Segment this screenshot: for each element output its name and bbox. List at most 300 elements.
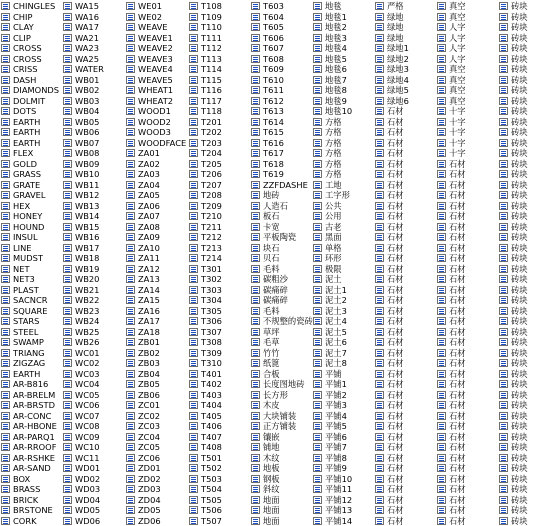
- file-item[interactable]: [436, 232, 497, 243]
- file-item[interactable]: [250, 390, 311, 401]
- file-item[interactable]: [188, 474, 249, 485]
- file-item[interactable]: [436, 127, 497, 138]
- file-item[interactable]: [436, 264, 497, 275]
- file-item[interactable]: [498, 1, 560, 12]
- file-item[interactable]: [188, 96, 249, 107]
- file-item[interactable]: [125, 411, 187, 422]
- file-item[interactable]: [62, 442, 124, 453]
- file-item[interactable]: [62, 400, 124, 411]
- file-item[interactable]: [0, 75, 61, 86]
- file-item[interactable]: [188, 43, 249, 54]
- file-item[interactable]: [374, 190, 435, 201]
- file-item[interactable]: [312, 453, 373, 464]
- file-item[interactable]: [436, 159, 497, 170]
- file-item[interactable]: [0, 421, 61, 432]
- file-item[interactable]: [188, 516, 249, 526]
- file-item[interactable]: [498, 474, 560, 485]
- file-item[interactable]: [498, 463, 560, 474]
- file-item[interactable]: [436, 348, 497, 359]
- file-item[interactable]: [188, 421, 249, 432]
- file-item[interactable]: [188, 190, 249, 201]
- file-item[interactable]: [125, 432, 187, 443]
- file-item[interactable]: [62, 148, 124, 159]
- file-item[interactable]: [0, 43, 61, 54]
- file-item[interactable]: [312, 180, 373, 191]
- file-item[interactable]: [312, 138, 373, 149]
- file-item[interactable]: [250, 264, 311, 275]
- file-item[interactable]: [374, 85, 435, 96]
- file-item[interactable]: [312, 159, 373, 170]
- file-item[interactable]: [62, 138, 124, 149]
- file-item[interactable]: [498, 484, 560, 495]
- file-item[interactable]: [62, 12, 124, 23]
- file-item[interactable]: [188, 253, 249, 264]
- file-item[interactable]: [0, 1, 61, 12]
- file-item[interactable]: [498, 390, 560, 401]
- file-item[interactable]: [250, 400, 311, 411]
- file-item[interactable]: [436, 96, 497, 107]
- file-item[interactable]: [498, 337, 560, 348]
- file-item[interactable]: [0, 285, 61, 296]
- file-item[interactable]: [62, 316, 124, 327]
- file-item[interactable]: [436, 117, 497, 128]
- file-item[interactable]: [0, 495, 61, 506]
- file-item[interactable]: [374, 117, 435, 128]
- file-item[interactable]: [312, 358, 373, 369]
- file-item[interactable]: [62, 96, 124, 107]
- file-item[interactable]: [498, 327, 560, 338]
- file-item[interactable]: [62, 306, 124, 317]
- file-item[interactable]: [62, 190, 124, 201]
- file-item[interactable]: [125, 337, 187, 348]
- file-item[interactable]: [374, 505, 435, 516]
- file-item[interactable]: [62, 54, 124, 65]
- file-item[interactable]: [0, 117, 61, 128]
- file-item[interactable]: [312, 106, 373, 117]
- file-item[interactable]: [0, 180, 61, 191]
- file-item[interactable]: [0, 411, 61, 422]
- file-item[interactable]: [374, 1, 435, 12]
- file-item[interactable]: [312, 117, 373, 128]
- file-item[interactable]: [250, 379, 311, 390]
- file-item[interactable]: [0, 316, 61, 327]
- file-item[interactable]: [312, 243, 373, 254]
- file-item[interactable]: [312, 379, 373, 390]
- file-item[interactable]: [250, 337, 311, 348]
- file-item[interactable]: [0, 505, 61, 516]
- file-item[interactable]: [498, 369, 560, 380]
- file-item[interactable]: [188, 316, 249, 327]
- file-item[interactable]: [498, 22, 560, 33]
- file-item[interactable]: [250, 348, 311, 359]
- file-item[interactable]: [374, 337, 435, 348]
- file-item[interactable]: [312, 495, 373, 506]
- file-item[interactable]: [125, 295, 187, 306]
- file-item[interactable]: [62, 180, 124, 191]
- file-item[interactable]: [436, 169, 497, 180]
- file-item[interactable]: [250, 495, 311, 506]
- file-item[interactable]: [250, 169, 311, 180]
- file-item[interactable]: [0, 400, 61, 411]
- file-item[interactable]: [62, 348, 124, 359]
- file-item[interactable]: [125, 190, 187, 201]
- file-item[interactable]: [250, 117, 311, 128]
- file-item[interactable]: [436, 358, 497, 369]
- file-item[interactable]: [62, 243, 124, 254]
- file-item[interactable]: [498, 12, 560, 23]
- file-item[interactable]: [374, 463, 435, 474]
- file-item[interactable]: [312, 222, 373, 233]
- file-item[interactable]: [125, 369, 187, 380]
- file-item[interactable]: [0, 127, 61, 138]
- file-item[interactable]: [125, 169, 187, 180]
- file-item[interactable]: [498, 421, 560, 432]
- file-item[interactable]: [374, 243, 435, 254]
- file-item[interactable]: [312, 232, 373, 243]
- file-item[interactable]: [0, 432, 61, 443]
- file-item[interactable]: [436, 474, 497, 485]
- file-item[interactable]: [374, 253, 435, 264]
- file-item[interactable]: [250, 411, 311, 422]
- file-item[interactable]: [498, 117, 560, 128]
- file-item[interactable]: [312, 306, 373, 317]
- file-item[interactable]: [188, 369, 249, 380]
- file-item[interactable]: [0, 348, 61, 359]
- file-item[interactable]: [312, 516, 373, 526]
- file-item[interactable]: [188, 264, 249, 275]
- file-item[interactable]: [498, 411, 560, 422]
- file-item[interactable]: [312, 411, 373, 422]
- file-item[interactable]: [125, 64, 187, 75]
- file-item[interactable]: [125, 211, 187, 222]
- file-item[interactable]: [436, 421, 497, 432]
- file-item[interactable]: [312, 463, 373, 474]
- file-item[interactable]: [436, 295, 497, 306]
- file-item[interactable]: [188, 12, 249, 23]
- file-item[interactable]: [62, 495, 124, 506]
- file-item[interactable]: [374, 159, 435, 170]
- file-item[interactable]: [312, 484, 373, 495]
- file-item[interactable]: [436, 285, 497, 296]
- file-item[interactable]: [188, 169, 249, 180]
- file-item[interactable]: [250, 474, 311, 485]
- file-item[interactable]: [125, 358, 187, 369]
- file-item[interactable]: [312, 33, 373, 44]
- file-item[interactable]: [374, 316, 435, 327]
- file-item[interactable]: [250, 190, 311, 201]
- file-item[interactable]: [436, 495, 497, 506]
- file-item[interactable]: [250, 516, 311, 526]
- file-item[interactable]: [188, 106, 249, 117]
- file-item[interactable]: [250, 43, 311, 54]
- file-item[interactable]: [0, 379, 61, 390]
- file-item[interactable]: [125, 253, 187, 264]
- file-item[interactable]: [312, 22, 373, 33]
- file-item[interactable]: [312, 43, 373, 54]
- file-item[interactable]: [188, 127, 249, 138]
- file-item[interactable]: [498, 516, 560, 526]
- file-item[interactable]: [374, 12, 435, 23]
- file-item[interactable]: [125, 54, 187, 65]
- file-item[interactable]: [188, 75, 249, 86]
- file-item[interactable]: [250, 285, 311, 296]
- file-item[interactable]: [498, 127, 560, 138]
- file-item[interactable]: [250, 85, 311, 96]
- file-item[interactable]: [374, 358, 435, 369]
- file-item[interactable]: [374, 201, 435, 212]
- file-item[interactable]: [498, 306, 560, 317]
- file-item[interactable]: [250, 1, 311, 12]
- file-item[interactable]: [62, 411, 124, 422]
- file-item[interactable]: [188, 484, 249, 495]
- file-item[interactable]: [250, 33, 311, 44]
- file-item[interactable]: [436, 253, 497, 264]
- file-item[interactable]: [125, 243, 187, 254]
- file-item[interactable]: [188, 85, 249, 96]
- file-item[interactable]: [312, 96, 373, 107]
- file-item[interactable]: [62, 117, 124, 128]
- file-item[interactable]: [188, 495, 249, 506]
- file-item[interactable]: [374, 274, 435, 285]
- file-item[interactable]: [312, 348, 373, 359]
- file-item[interactable]: [312, 369, 373, 380]
- file-item[interactable]: [188, 379, 249, 390]
- file-item[interactable]: [436, 337, 497, 348]
- file-item[interactable]: [62, 222, 124, 233]
- file-item[interactable]: [312, 400, 373, 411]
- file-item[interactable]: [374, 306, 435, 317]
- file-item[interactable]: [125, 85, 187, 96]
- file-item[interactable]: [250, 22, 311, 33]
- file-item[interactable]: [498, 201, 560, 212]
- file-item[interactable]: [498, 96, 560, 107]
- file-item[interactable]: [498, 243, 560, 254]
- file-item[interactable]: [374, 138, 435, 149]
- file-item[interactable]: [62, 43, 124, 54]
- file-item[interactable]: [62, 201, 124, 212]
- file-item[interactable]: [374, 127, 435, 138]
- file-item[interactable]: [125, 222, 187, 233]
- file-item[interactable]: [62, 327, 124, 338]
- file-item[interactable]: [498, 211, 560, 222]
- file-item[interactable]: [188, 295, 249, 306]
- file-item[interactable]: [312, 337, 373, 348]
- file-item[interactable]: [250, 316, 311, 327]
- file-item[interactable]: [125, 106, 187, 117]
- file-item[interactable]: [436, 211, 497, 222]
- file-item[interactable]: [498, 106, 560, 117]
- file-item[interactable]: [188, 180, 249, 191]
- file-item[interactable]: [62, 106, 124, 117]
- file-item[interactable]: [125, 43, 187, 54]
- file-item[interactable]: [0, 138, 61, 149]
- file-item[interactable]: [188, 243, 249, 254]
- file-item[interactable]: [125, 316, 187, 327]
- file-item[interactable]: [62, 358, 124, 369]
- file-item[interactable]: [0, 484, 61, 495]
- file-item[interactable]: [62, 33, 124, 44]
- file-item[interactable]: [498, 264, 560, 275]
- file-item[interactable]: [498, 54, 560, 65]
- file-item[interactable]: [0, 264, 61, 275]
- file-item[interactable]: [62, 484, 124, 495]
- file-item[interactable]: [125, 421, 187, 432]
- file-item[interactable]: [498, 453, 560, 464]
- file-item[interactable]: [188, 22, 249, 33]
- file-item[interactable]: [188, 148, 249, 159]
- file-item[interactable]: [374, 285, 435, 296]
- file-item[interactable]: [436, 484, 497, 495]
- file-item[interactable]: [125, 12, 187, 23]
- file-item[interactable]: [498, 358, 560, 369]
- file-item[interactable]: [0, 222, 61, 233]
- file-item[interactable]: [188, 117, 249, 128]
- file-item[interactable]: [0, 463, 61, 474]
- file-item[interactable]: [250, 243, 311, 254]
- file-item[interactable]: [62, 1, 124, 12]
- file-item[interactable]: [498, 180, 560, 191]
- file-item[interactable]: [62, 253, 124, 264]
- file-item[interactable]: [312, 327, 373, 338]
- file-item[interactable]: [374, 400, 435, 411]
- file-item[interactable]: [62, 390, 124, 401]
- file-item[interactable]: [436, 274, 497, 285]
- file-item[interactable]: [0, 169, 61, 180]
- file-item[interactable]: [0, 190, 61, 201]
- file-item[interactable]: [125, 474, 187, 485]
- file-item[interactable]: [125, 127, 187, 138]
- file-item[interactable]: [374, 484, 435, 495]
- file-item[interactable]: [62, 453, 124, 464]
- file-item[interactable]: [374, 379, 435, 390]
- file-item[interactable]: [0, 306, 61, 317]
- file-item[interactable]: [498, 442, 560, 453]
- file-item[interactable]: [374, 442, 435, 453]
- file-item[interactable]: [0, 274, 61, 285]
- file-item[interactable]: [125, 495, 187, 506]
- file-item[interactable]: [436, 138, 497, 149]
- file-item[interactable]: [188, 348, 249, 359]
- file-item[interactable]: [498, 348, 560, 359]
- file-item[interactable]: [250, 484, 311, 495]
- file-item[interactable]: [498, 295, 560, 306]
- file-item[interactable]: [312, 1, 373, 12]
- file-item[interactable]: [436, 327, 497, 338]
- file-item[interactable]: [62, 264, 124, 275]
- file-item[interactable]: [374, 516, 435, 526]
- file-item[interactable]: [125, 442, 187, 453]
- file-item[interactable]: [498, 316, 560, 327]
- file-item[interactable]: [436, 505, 497, 516]
- file-item[interactable]: [436, 33, 497, 44]
- file-item[interactable]: [312, 432, 373, 443]
- file-item[interactable]: [0, 33, 61, 44]
- file-item[interactable]: [250, 64, 311, 75]
- file-item[interactable]: [374, 495, 435, 506]
- file-item[interactable]: [498, 138, 560, 149]
- file-item[interactable]: [125, 274, 187, 285]
- file-item[interactable]: [125, 1, 187, 12]
- file-item[interactable]: [436, 106, 497, 117]
- file-item[interactable]: [62, 463, 124, 474]
- file-item[interactable]: [0, 453, 61, 464]
- file-item[interactable]: [374, 421, 435, 432]
- file-item[interactable]: [436, 222, 497, 233]
- file-item[interactable]: [62, 211, 124, 222]
- file-item[interactable]: [62, 379, 124, 390]
- file-item[interactable]: [250, 12, 311, 23]
- file-item[interactable]: [374, 106, 435, 117]
- file-item[interactable]: [62, 169, 124, 180]
- file-item[interactable]: [250, 274, 311, 285]
- file-item[interactable]: [498, 505, 560, 516]
- file-item[interactable]: [436, 306, 497, 317]
- file-item[interactable]: [125, 400, 187, 411]
- file-item[interactable]: [250, 138, 311, 149]
- file-item[interactable]: [250, 432, 311, 443]
- file-item[interactable]: [188, 54, 249, 65]
- file-item[interactable]: [374, 54, 435, 65]
- file-item[interactable]: [374, 295, 435, 306]
- file-item[interactable]: [374, 432, 435, 443]
- file-item[interactable]: [0, 201, 61, 212]
- file-item[interactable]: [250, 358, 311, 369]
- file-item[interactable]: [436, 411, 497, 422]
- file-item[interactable]: [312, 442, 373, 453]
- file-item[interactable]: [374, 222, 435, 233]
- file-item[interactable]: [312, 390, 373, 401]
- file-item[interactable]: [188, 211, 249, 222]
- file-item[interactable]: [312, 274, 373, 285]
- file-item[interactable]: [436, 64, 497, 75]
- file-item[interactable]: [250, 369, 311, 380]
- file-item[interactable]: [125, 96, 187, 107]
- file-item[interactable]: [188, 337, 249, 348]
- file-item[interactable]: [374, 348, 435, 359]
- file-item[interactable]: [498, 253, 560, 264]
- file-item[interactable]: [188, 33, 249, 44]
- file-item[interactable]: [312, 12, 373, 23]
- file-item[interactable]: [0, 369, 61, 380]
- file-item[interactable]: [0, 327, 61, 338]
- file-item[interactable]: [312, 253, 373, 264]
- file-item[interactable]: [0, 442, 61, 453]
- file-item[interactable]: [436, 180, 497, 191]
- file-item[interactable]: [250, 127, 311, 138]
- file-item[interactable]: [250, 442, 311, 453]
- file-item[interactable]: [498, 222, 560, 233]
- file-item[interactable]: [312, 201, 373, 212]
- file-item[interactable]: [0, 337, 61, 348]
- file-item[interactable]: [250, 54, 311, 65]
- file-item[interactable]: [374, 453, 435, 464]
- file-item[interactable]: [312, 169, 373, 180]
- file-item[interactable]: [0, 211, 61, 222]
- file-item[interactable]: [436, 75, 497, 86]
- file-item[interactable]: [125, 463, 187, 474]
- file-item[interactable]: [62, 369, 124, 380]
- file-item[interactable]: [436, 369, 497, 380]
- file-item[interactable]: [250, 222, 311, 233]
- file-item[interactable]: [62, 421, 124, 432]
- file-item[interactable]: [188, 222, 249, 233]
- file-item[interactable]: [0, 474, 61, 485]
- file-item[interactable]: [436, 201, 497, 212]
- file-item[interactable]: [188, 400, 249, 411]
- file-item[interactable]: [374, 96, 435, 107]
- file-item[interactable]: [436, 85, 497, 96]
- file-item[interactable]: [374, 169, 435, 180]
